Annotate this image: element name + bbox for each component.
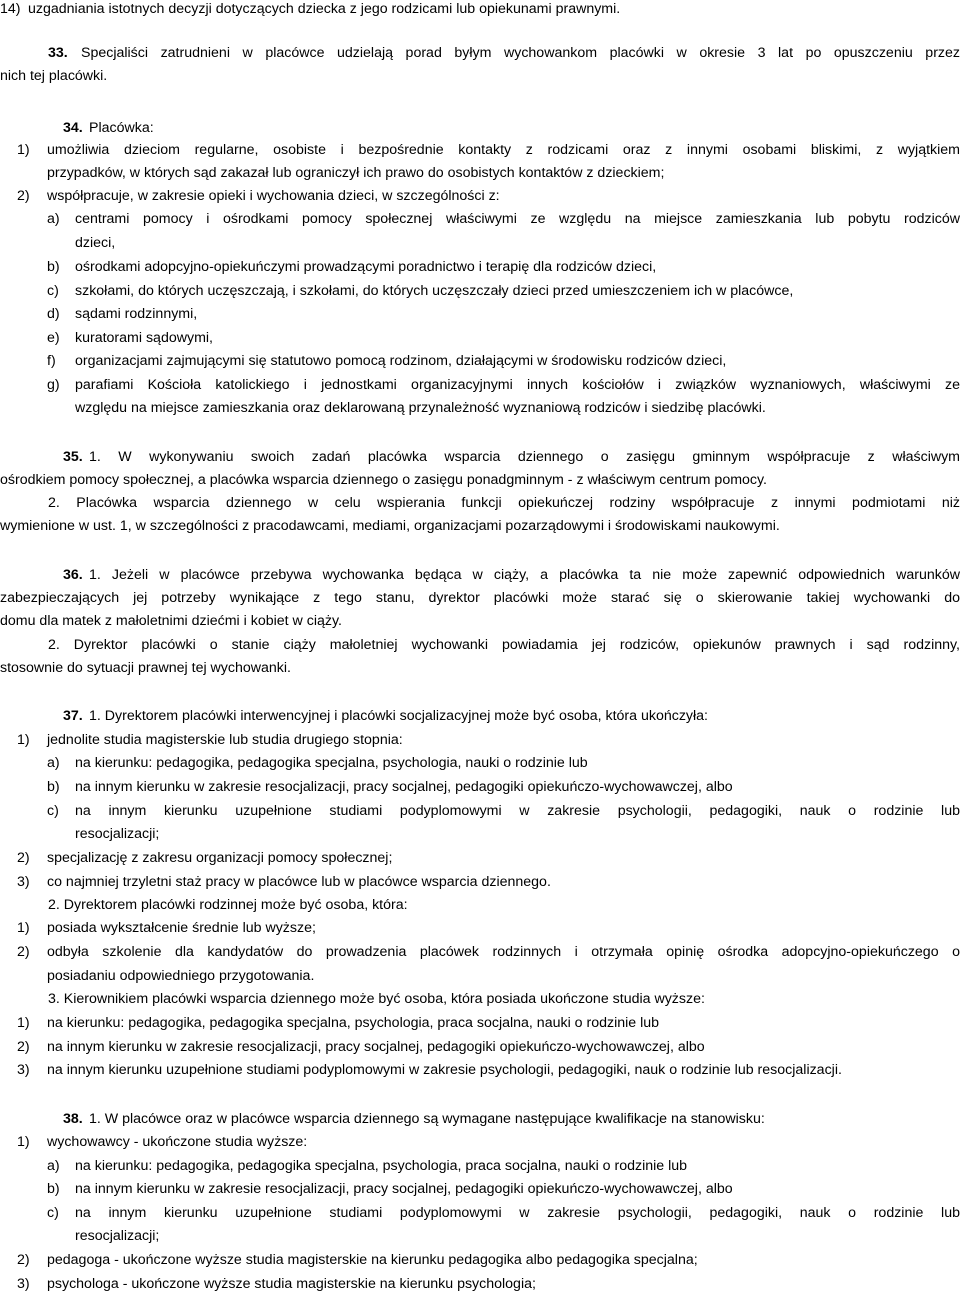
list-item-text: resocjalizacji; bbox=[75, 826, 160, 842]
text-line bbox=[0, 659, 960, 677]
text-line bbox=[0, 1251, 960, 1269]
list-item-text: na innym kierunku uzupełnione studiami podyplomowymi w zakresie psychologii, pedagogiki, nauk o rodzinie lub resocjalizacji. bbox=[47, 1062, 842, 1078]
item-marker: c) bbox=[47, 283, 59, 299]
item-marker: 3) bbox=[17, 874, 30, 890]
paragraph-number: 34. bbox=[63, 120, 83, 136]
list-item-text: posiadaniu odpowiedniego przygotowania. bbox=[47, 968, 315, 984]
text-line bbox=[0, 329, 960, 347]
paragraph-number: 36. bbox=[63, 567, 83, 583]
text-line bbox=[0, 164, 960, 182]
item-marker: 3) bbox=[17, 1276, 30, 1292]
paragraph-number: 33. bbox=[48, 45, 68, 61]
item-marker: 1) bbox=[17, 732, 30, 748]
paragraph-text: zabezpieczających jej potrzeby wynikające z tego stanu, dyrektor placówki może starać się o skierowanie takiej wychowanki do bbox=[0, 590, 960, 606]
paragraph-text: 1. W wykonywaniu swoich zadań placówka wsparcia dziennego o zasięgu gminnym współpracuje z właściwym bbox=[89, 449, 960, 465]
text-line bbox=[0, 1014, 960, 1032]
list-item-text: wychowawcy - ukończone studia wyższe: bbox=[47, 1134, 308, 1150]
text-line bbox=[0, 1204, 960, 1222]
paragraph-number: 37. bbox=[63, 708, 83, 724]
text-line bbox=[0, 1157, 960, 1175]
item-marker: b) bbox=[47, 779, 60, 795]
paragraph-text: Specjaliści zatrudnieni w placówce udzielają porad byłym wychowankom placówki w okresie 3 lat po opuszczeniu przez bbox=[81, 45, 960, 61]
text-line bbox=[0, 1061, 960, 1079]
list-item-text: szkołami, do których uczęszczają, i szkołami, do których uczęszczały dzieci przed umieszczeniem ich w placówce, bbox=[75, 283, 794, 299]
item-marker: f) bbox=[47, 353, 56, 369]
text-line bbox=[0, 707, 960, 725]
paragraph-text: 1. Jeżeli w placówce przebywa wychowanka będąca w ciąży, a placówka ta nie może zapewnić odpowiednich warunków bbox=[89, 567, 960, 583]
list-item-text: jednolite studia magisterskie lub studia drugiego stopnia: bbox=[47, 732, 403, 748]
list-item-text: współpracuje, w zakresie opieki i wychowania dzieci, w szczególności z: bbox=[47, 188, 500, 204]
paragraph-number: 38. bbox=[63, 1111, 83, 1127]
list-item-text: na kierunku: pedagogika, pedagogika specjalna, psychologia, praca socjalna, nauki o rodzinie lub bbox=[75, 1158, 688, 1174]
list-item-text: na kierunku: pedagogika, pedagogika specjalna, psychologia, praca socjalna, nauki o rodzinie lub bbox=[47, 1015, 660, 1031]
text-line bbox=[0, 1038, 960, 1056]
list-item-text: na kierunku: pedagogika, pedagogika specjalna, psychologia, nauki o rodzinie lub bbox=[75, 755, 588, 771]
list-item-text: resocjalizacji; bbox=[75, 1228, 160, 1244]
text-line bbox=[0, 187, 960, 205]
item-marker: 2) bbox=[17, 944, 30, 960]
list-item-text: organizacjami zajmującymi się statutowo pomocą rodzinom, działającymi w środowisku rodziców dzieci, bbox=[75, 353, 727, 369]
item-marker: g) bbox=[47, 377, 60, 393]
text-line bbox=[0, 448, 960, 466]
text-line bbox=[0, 67, 960, 85]
text-line bbox=[0, 258, 960, 276]
text-line bbox=[0, 873, 960, 891]
text-line bbox=[0, 1275, 960, 1293]
list-item-text: posiada wykształcenie średnie lub wyższe; bbox=[47, 920, 316, 936]
list-item-text: względu na miejsce zamieszkania oraz deklarowaną przynależność wyznaniową rodziców i siedzibę placówki. bbox=[75, 400, 766, 416]
list-item-text: kuratorami sądowymi, bbox=[75, 330, 213, 346]
paragraph-text: domu dla matek z małoletnimi dziećmi i kobiet w ciąży. bbox=[0, 613, 342, 629]
list-item-text: co najmniej trzyletni staż pracy w placówce lub w placówce wsparcia dziennego. bbox=[47, 874, 551, 890]
list-item-text: psychologa - ukończone wyższe studia magisterskie na kierunku psychologia; bbox=[47, 1276, 536, 1292]
list-item-text: na innym kierunku w zakresie resocjalizacji, pracy socjalnej, pedagogiki opiekuńczo-wychowawczej, albo bbox=[75, 779, 733, 795]
text-line bbox=[0, 141, 960, 159]
text-line bbox=[0, 943, 960, 961]
text-line bbox=[0, 471, 960, 489]
text-line bbox=[0, 754, 960, 772]
list-item-text: na innym kierunku w zakresie resocjalizacji, pracy socjalnej, pedagogiki opiekuńczo-wychowawczej, albo bbox=[47, 1039, 705, 1055]
text-line bbox=[0, 967, 960, 985]
text-line bbox=[0, 376, 960, 394]
list-item-text: uzgadniania istotnych decyzji dotyczących dziecka z jego rodzicami lub opiekunami prawnymi. bbox=[28, 1, 621, 17]
item-marker: 3) bbox=[17, 1062, 30, 1078]
paragraph-text: ośrodkiem pomocy społecznej, a placówka wsparcia dziennego o zasięgu ponadgminnym - z właściwym centrum pomocy. bbox=[0, 472, 767, 488]
list-item-text: na innym kierunku uzupełnione studiami podyplomowymi w zakresie psychologii, pedagogiki, nauk o rodzinie lub bbox=[75, 1205, 960, 1221]
item-marker: 2) bbox=[17, 1039, 30, 1055]
item-marker: 1) bbox=[17, 1134, 30, 1150]
text-line bbox=[0, 494, 960, 512]
paragraph-number: 35. bbox=[63, 449, 83, 465]
text-line bbox=[0, 1180, 960, 1198]
item-marker: a) bbox=[47, 1158, 60, 1174]
list-item-text: parafiami Kościoła katolickiego i jednostkami organizacyjnymi innych kościołów i związków wyznaniowych, właściwymi ze bbox=[75, 377, 960, 393]
list-item-text: umożliwia dzieciom regularne, osobiste i bezpośrednie kontakty z rodzicami oraz z innymi osobami bliskimi, z wyjątkiem bbox=[47, 142, 960, 158]
text-line bbox=[0, 802, 960, 820]
paragraph-text: 2. Placówka wsparcia dziennego w celu wspierania funkcji opiekuńczej rodziny współpracuje z innymi podmiotami niż bbox=[48, 495, 960, 511]
text-line bbox=[0, 1110, 960, 1128]
item-marker: 1) bbox=[17, 920, 30, 936]
list-item-text: sądami rodzinnymi, bbox=[75, 306, 198, 322]
item-marker: e) bbox=[47, 330, 60, 346]
list-item-text: pedagoga - ukończone wyższe studia magisterskie na kierunku pedagogika albo pedagogika specjalna; bbox=[47, 1252, 698, 1268]
item-marker: a) bbox=[47, 211, 60, 227]
text-line bbox=[0, 778, 960, 796]
text-line bbox=[0, 119, 960, 137]
item-marker: 1) bbox=[17, 1015, 30, 1031]
list-item-text: na innym kierunku uzupełnione studiami podyplomowymi w zakresie psychologii, pedagogiki, nauk o rodzinie lub bbox=[75, 803, 960, 819]
text-line bbox=[0, 990, 960, 1008]
list-item-text: przypadków, w których sąd zakazał lub ograniczył ich prawo do osobistych kontaktów z dzieckiem; bbox=[47, 165, 665, 181]
text-line bbox=[0, 210, 960, 228]
list-item-text: ośrodkami adopcyjno-opiekuńczymi prowadzącymi poradnictwo i terapię dla rodziców dzieci, bbox=[75, 259, 657, 275]
paragraph-text: 3. Kierownikiem placówki wsparcia dziennego może być osoba, która posiada ukończone studia wyższe: bbox=[48, 991, 705, 1007]
text-line bbox=[0, 589, 960, 607]
paragraph-text: stosownie do sytuacji prawnej tej wychowanki. bbox=[0, 660, 291, 676]
text-line bbox=[0, 0, 960, 18]
list-item-text: specjalizację z zakresu organizacji pomocy społecznej; bbox=[47, 850, 393, 866]
text-line bbox=[0, 612, 960, 630]
paragraph-text: 1. Dyrektorem placówki interwencyjnej i placówki socjalizacyjnej może być osoba, która ukończyła: bbox=[89, 708, 708, 724]
item-marker: b) bbox=[47, 259, 60, 275]
list-item-text: centrami pomocy i ośrodkami pomocy społecznej właściwymi ze względu na miejsce zamieszkania lub pobytu rodziców bbox=[75, 211, 960, 227]
item-marker: 2) bbox=[17, 188, 30, 204]
paragraph-text: wymienione w ust. 1, w szczególności z pracodawcami, mediami, organizacjami pozarządowymi i środowiskami naukowymi. bbox=[0, 518, 780, 534]
item-marker: c) bbox=[47, 803, 59, 819]
text-line bbox=[0, 282, 960, 300]
item-marker: 2) bbox=[17, 1252, 30, 1268]
list-item-text: na innym kierunku w zakresie resocjalizacji, pracy socjalnej, pedagogiki opiekuńczo-wychowawczej, albo bbox=[75, 1181, 733, 1197]
text-line bbox=[0, 234, 960, 252]
paragraph-text: Placówka: bbox=[89, 120, 154, 136]
text-line bbox=[0, 731, 960, 749]
item-marker: 1) bbox=[17, 142, 30, 158]
text-line bbox=[0, 352, 960, 370]
paragraph-text: nich tej placówki. bbox=[0, 68, 108, 84]
item-marker: 2) bbox=[17, 850, 30, 866]
text-line bbox=[0, 825, 960, 843]
item-marker: c) bbox=[47, 1205, 59, 1221]
text-line bbox=[0, 305, 960, 323]
item-marker: a) bbox=[47, 755, 60, 771]
text-line bbox=[0, 896, 960, 914]
item-marker: d) bbox=[47, 306, 60, 322]
item-marker: 14) bbox=[0, 1, 21, 17]
text-line bbox=[0, 517, 960, 535]
paragraph-text: 2. Dyrektor placówki o stanie ciąży małoletniej wychowanki powiadamia jej rodziców, opiekunów prawnych i sąd rodzinny, bbox=[48, 637, 960, 653]
text-line bbox=[0, 44, 960, 62]
text-line bbox=[0, 1133, 960, 1151]
text-line bbox=[0, 566, 960, 584]
text-line bbox=[0, 1227, 960, 1245]
item-marker: b) bbox=[47, 1181, 60, 1197]
paragraph-text: 1. W placówce oraz w placówce wsparcia dziennego są wymagane następujące kwalifikacje na stanowisku: bbox=[89, 1111, 765, 1127]
text-line bbox=[0, 399, 960, 417]
paragraph-text: 2. Dyrektorem placówki rodzinnej może być osoba, która: bbox=[48, 897, 408, 913]
text-line bbox=[0, 919, 960, 937]
list-item-text: dzieci, bbox=[75, 235, 116, 251]
text-line bbox=[0, 849, 960, 867]
text-line bbox=[0, 636, 960, 654]
list-item-text: odbyła szkolenie dla kandydatów do prowadzenia placówek rodzinnych i otrzymała opinię ośrodka adopcyjno-opiekuńczego o bbox=[47, 944, 960, 960]
